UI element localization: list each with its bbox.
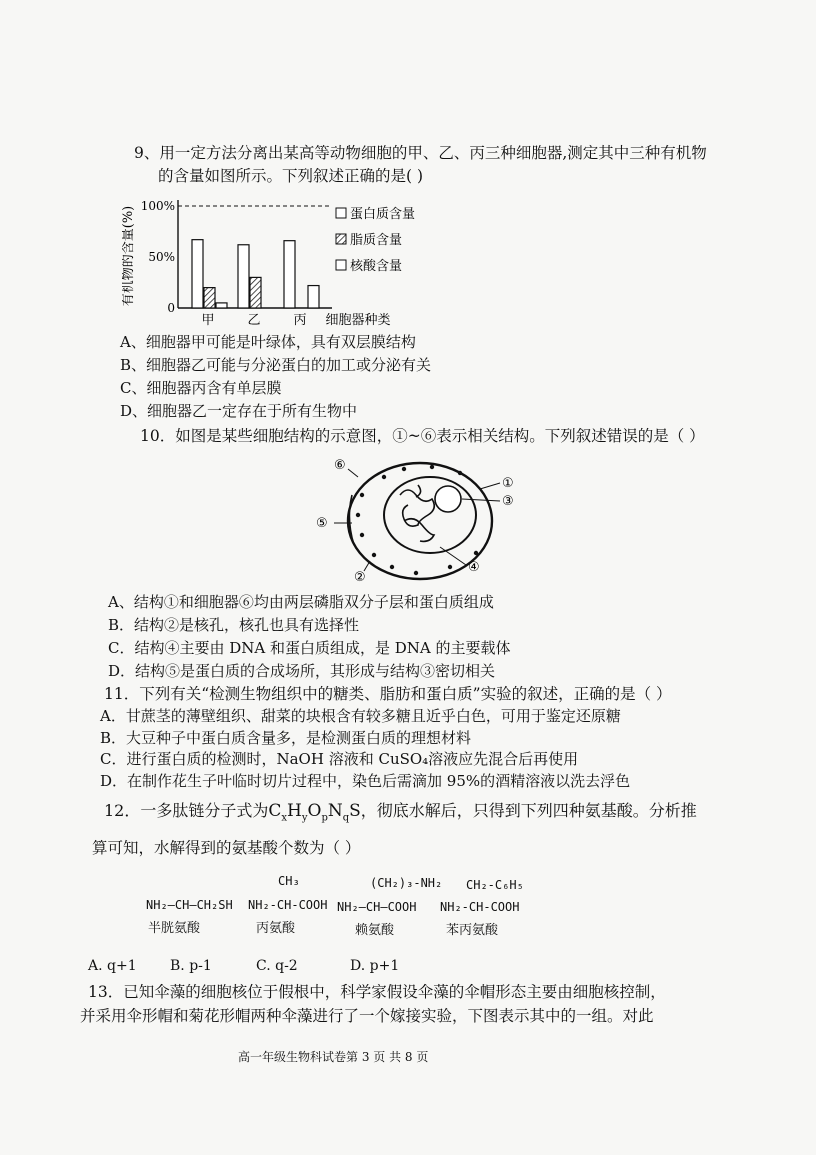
q13-line2: 并采用伞形帽和菊花形帽两种伞藻进行了一个嫁接实验，下图表示其中的一组。对此 xyxy=(80,1007,654,1025)
label-3: ③ xyxy=(502,494,514,509)
x-axis-label: 细胞器种类 xyxy=(325,313,391,328)
label-5: ⑤ xyxy=(316,516,328,531)
legend-swatch xyxy=(336,260,346,270)
q9-option-b: B、细胞器乙可能与分泌蛋白的加工或分泌有关 xyxy=(120,356,432,374)
q10-option-a: A、结构①和细胞器⑥均由两层磷脂双分子层和蛋白质组成 xyxy=(108,593,494,611)
legend-label: 蛋白质含量 xyxy=(350,207,416,222)
q12-stem-line2: 算可知，水解得到的氨基酸个数为（ ） xyxy=(92,839,361,857)
q10-option-b: B．结构②是核孔，核孔也具有选择性 xyxy=(108,616,360,634)
y-axis-label: 有机物的含量(%) xyxy=(122,205,136,307)
y-tick-label: 0 xyxy=(167,301,175,315)
q13-line1: 13．已知伞藻的细胞核位于假根中，科学家假设伞藻的伞帽形态主要由细胞核控制， xyxy=(88,983,666,1001)
q11-option-d: D．在制作花生子叶临时切片过程中，染色后需滴加 95%的酒精溶液以洗去浮色 xyxy=(100,772,631,790)
bar-蛋白质含量 xyxy=(192,240,203,308)
bar-脂质含量 xyxy=(204,288,215,308)
q12-stem-before: 12．一多肽链分子式为 xyxy=(104,801,269,820)
q12-answer-c: C. q-2 xyxy=(256,958,298,974)
q12-stem-after: ，彻底水解后，只得到下列四种氨基酸。分析推 xyxy=(360,801,697,820)
q12-formula: $C_xH_yO_pN_qS$ xyxy=(268,801,361,824)
aa-name: 丙氨酸 xyxy=(256,921,296,936)
q9-option-a: A、细胞器甲可能是叶绿体，具有双层膜结构 xyxy=(120,333,416,351)
bar-核酸含量 xyxy=(216,303,227,308)
q9-stem-line1: 9、用一定方法分离出某高等动物细胞的甲、乙、丙三种细胞器,测定其中三种有机物 xyxy=(134,144,707,162)
label-1: ① xyxy=(502,476,514,491)
q11-option-c: C．进行蛋白质的检测时，NaOH 溶液和 CuSO₄溶液应先混合后再使用 xyxy=(100,750,579,768)
q12-answer-d: D. p+1 xyxy=(350,958,400,974)
q11-stem: 11．下列有关“检测生物组织中的糖类、脂肪和蛋白质”实验的叙述，正确的是（ ） xyxy=(104,685,672,703)
q9-stem-line2: 的含量如图所示。下列叙述正确的是( ) xyxy=(158,167,424,185)
q9-bar-chart xyxy=(122,192,432,328)
nuclear-envelope xyxy=(384,477,476,553)
label-6: ⑥ xyxy=(334,458,346,473)
q12-answer-a: A. q+1 xyxy=(88,958,137,974)
bar-脂质含量 xyxy=(250,277,261,308)
x-tick-label: 丙 xyxy=(293,313,307,328)
x-tick-label: 乙 xyxy=(247,313,261,328)
chromatin xyxy=(400,485,434,541)
y-tick-label: 50% xyxy=(148,250,175,264)
cell-svg xyxy=(300,455,530,583)
aa-formula: NH₂-CH-COOH xyxy=(440,900,520,914)
q10-cell-diagram xyxy=(300,455,530,583)
q11-option-a: A．甘蔗茎的薄壁组织、甜菜的块根含有较多糖且近乎白色，可用于鉴定还原糖 xyxy=(100,707,621,725)
nucleolus xyxy=(435,486,461,512)
aa-name: 苯丙氨酸 xyxy=(446,923,499,938)
aa-side-chain: (CH₂)₃-NH₂ xyxy=(370,876,443,890)
aa-side-chain: CH₃ xyxy=(278,874,300,888)
bar-核酸含量 xyxy=(308,286,319,308)
legend-label: 核酸含量 xyxy=(350,259,403,274)
page-footer: 高一年级生物科试卷第 3 页 共 8 页 xyxy=(238,1050,429,1064)
label-2: ② xyxy=(354,570,366,583)
bar-蛋白质含量 xyxy=(284,241,295,308)
aa-formula: NH₂—CH—COOH xyxy=(337,900,417,914)
q10-option-c: C．结构④主要由 DNA 和蛋白质组成，是 DNA 的主要载体 xyxy=(108,639,511,657)
q10-stem: 10．如图是某些细胞结构的示意图，①~⑥表示相关结构。下列叙述错误的是（ ） xyxy=(140,427,705,445)
x-tick-label: 甲 xyxy=(201,313,215,328)
legend-label: 脂质含量 xyxy=(350,233,403,248)
legend-swatch xyxy=(336,208,346,218)
q9-option-c: C、细胞器丙含有单层膜 xyxy=(120,379,282,397)
aa-name: 半胱氨酸 xyxy=(148,921,201,936)
q10-option-d: D．结构⑤是蛋白质的合成场所，其形成与结构③密切相关 xyxy=(108,662,496,680)
q12-answer-b: B. p-1 xyxy=(170,958,212,974)
aa-side-chain: CH₂-C₆H₅ xyxy=(466,878,524,892)
q12-stem-line1 xyxy=(104,801,697,828)
label-4: ④ xyxy=(468,560,480,575)
aa-formula: NH₂—CH—CH₂SH xyxy=(146,898,233,912)
q11-option-b: B．大豆种子中蛋白质含量多，是检测蛋白质的理想材料 xyxy=(100,729,472,747)
q9-option-d: D、细胞器乙一定存在于所有生物中 xyxy=(120,402,358,420)
chart-svg xyxy=(122,192,432,328)
aa-formula: NH₂-CH-COOH xyxy=(248,898,328,912)
y-tick-label: 100% xyxy=(140,199,175,213)
legend-swatch xyxy=(336,234,346,244)
aa-name: 赖氨酸 xyxy=(355,923,395,938)
bar-蛋白质含量 xyxy=(238,245,249,308)
